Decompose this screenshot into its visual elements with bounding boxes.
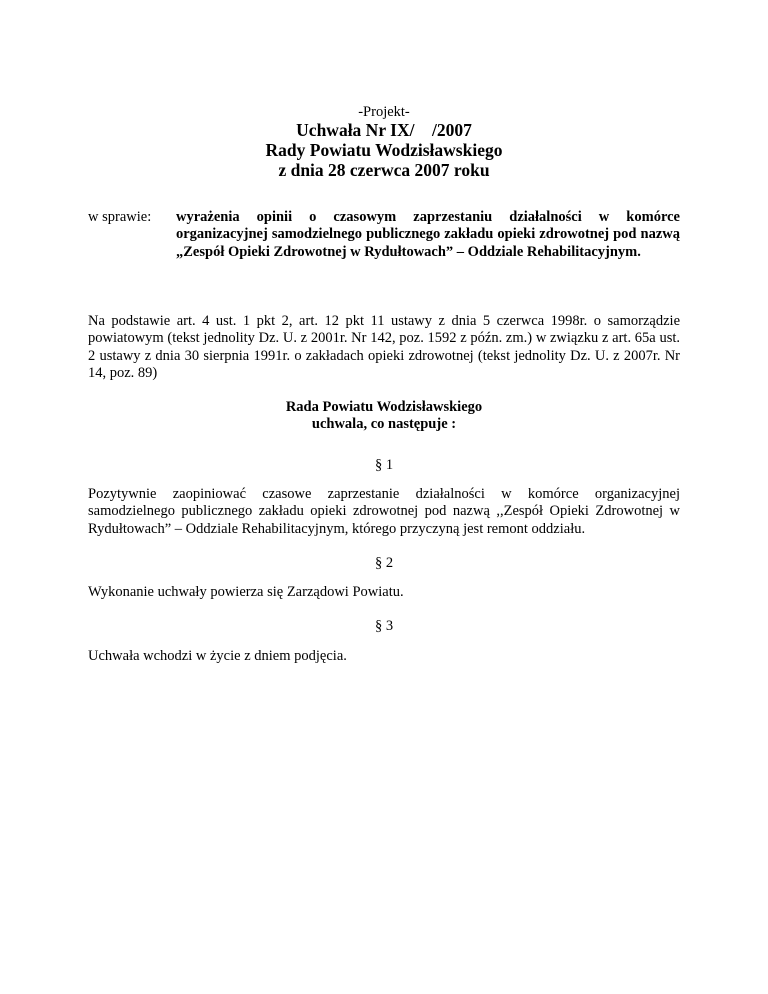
title-line-council: Rady Powiatu Wodzisławskiego bbox=[265, 140, 503, 160]
resolves-statement: uchwala, co następuje : bbox=[311, 416, 457, 433]
legal-basis-paragraph: Na podstawie art. 4 ust. 1 pkt 2, art. 12 pkt 11 ustawy z dnia 5 czerwca 1998r. o samorządzie powiatowym (tekst jednolity Dz. U. z 2001r. Nr 142, poz. 1592 z późn. zm.) w związku z art. 65a ust. 2 ustawy z dnia 30 sierpnia 1991r. o zakładach opieki zdrowotnej (tekst jednolity Dz. U. z 2007r. Nr 14, poz. 89) bbox=[88, 313, 680, 382]
resolves-heading bbox=[88, 399, 680, 434]
section-3-mark: § 3 bbox=[374, 618, 394, 634]
resolves-council: Rada Powiatu Wodzisławskiego bbox=[285, 399, 483, 415]
title-line-date: z dnia 28 czerwca 2007 roku bbox=[278, 160, 490, 180]
section-1-mark: § 1 bbox=[374, 457, 394, 473]
draft-label: -Projekt- bbox=[358, 104, 410, 120]
title-line-number: Uchwała Nr IX/ /2007 bbox=[296, 120, 472, 140]
section-2-text: Wykonanie uchwały powierza się Zarządowi Powiatu. bbox=[88, 584, 404, 600]
section-2-mark: § 2 bbox=[374, 555, 394, 571]
section-3-text: Uchwała wchodzi w życie z dniem podjęcia. bbox=[88, 648, 347, 664]
subject-label: w sprawie: bbox=[88, 209, 152, 225]
subject-text: wyrażenia opinii o czasowym zaprzestaniu działalności w komórce organizacyjnej samodzielnego publicznego zakładu opieki zdrowotnej pod nazwą „Zespół Opieki Zdrowotnej w Rydułtowach” – Oddziale Rehabilitacyjnym. bbox=[176, 209, 680, 260]
resolution-title bbox=[88, 120, 680, 180]
section-1-text: Pozytywnie zaopiniować czasowe zaprzestanie działalności w komórce organizacyjnej samodzielnego publicznego zakładu opieki zdrowotnej pod nazwą ,,Zespół Opieki Zdrowotnej w Rydułtowach” – Oddziale Rehabilitacyjnym, którego przyczyną jest remont oddziału. bbox=[88, 486, 680, 537]
